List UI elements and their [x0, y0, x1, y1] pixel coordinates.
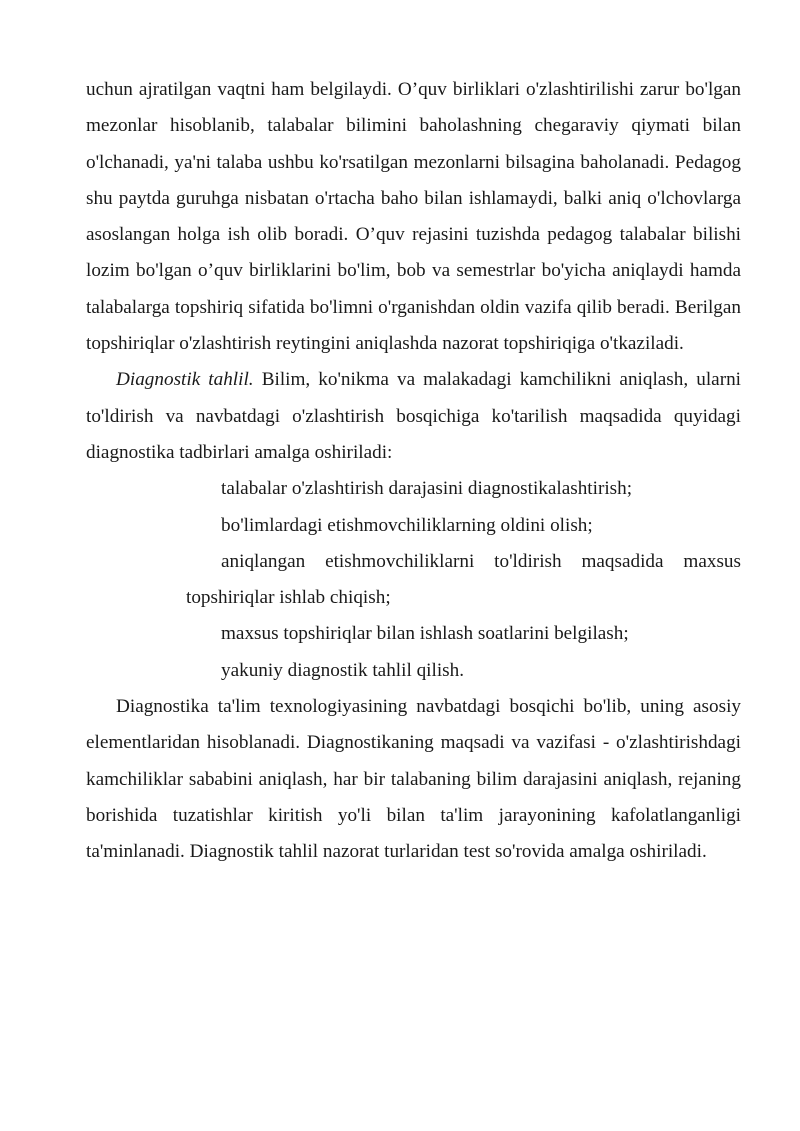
list-item: talabalar o'zlashtirish darajasini diagnostikalashtirish;: [221, 478, 633, 500]
list-item: bo'limlardagi etishmovchiliklarning oldini olish;: [221, 514, 593, 536]
paragraph-3: Diagnostika ta'lim texnologiyasining navbatdagi bosqichi bo'lib, uning asosiy elementlaridan hisoblanadi. Diagnostikaning maqsadi va vazifasi - o'zlashtirishdagi kamchiliklar sababini aniqlash, har bir talabaning bilim darajasini aniqlash, rejaning borishida tuzatishlar kiritish yo'li bilan ta'lim jarayonining kafolatlanganligi ta'minlanadi. Diagnostik tahlil nazorat turlaridan test so'rovida amalga oshiriladi.: [86, 696, 741, 863]
list-item: maxsus topshiriqlar bilan ishlash soatlarini belgilash;: [221, 623, 629, 645]
paragraph-2-lead: Diagnostik tahlil.: [116, 369, 254, 391]
diagnostic-measures-list: [86, 471, 741, 689]
paragraph-2-rest: Bilim, ko'nikma va malakadagi kamchilikni aniqlash, ularni to'ldirish va navbatdagi o'zlashtirish bosqichiga ko'tarilish maqsadida quyidagi diagnostika tadbirlari amalga oshiriladi:: [86, 369, 742, 463]
paragraph-1: uchun ajratilgan vaqtni ham belgilaydi. O’quv birliklari o'zlashtirilishi zarur bo'lgan mezonlar hisoblanib, talabalar bilimini baholashning chegaraviy qiymati bilan o'lchanadi, ya'ni talaba ushbu ko'rsatilgan mezonlarni bilsagina baholanadi. Pedagog shu paytda guruhga nisbatan o'rtacha baho bilan ishlamaydi, balki aniq o'lchovlarga asoslangan holga ish olib boradi. O’quv rejasini tuzishda pedagog talabalar bilishi lozim bo'lgan o’quv birliklarini bo'lim, bob va semestrlar bo'yicha aniqlaydi hamda talabalarga topshiriq sifatida bo'limni o'rganishdan oldin vazifa qilib beradi. Berilgan topshiriqlar o'zlashtirish reytingini aniqlashda nazorat topshiriqiga o'tkaziladi.: [86, 79, 741, 355]
list-item: aniqlangan etishmovchiliklarni to'ldirish maqsadida maxsus topshiriqlar ishlab chiqish;: [186, 550, 741, 609]
list-item: yakuniy diagnostik tahlil qilish.: [221, 659, 465, 681]
paragraph-2: [86, 362, 741, 471]
document-page: [86, 72, 741, 871]
